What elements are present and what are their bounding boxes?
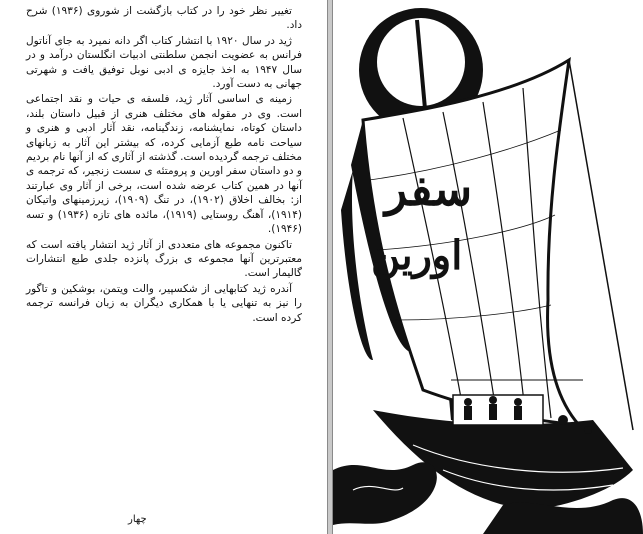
paragraph: زمینه ی اساسی آثار ژید، فلسفه ی حیات و نقد اجتماعی است. وی در مقوله های مختلف هنری از قبیل داستان بلند، داستان کوتاه، نمایشنامه، زندگینامه، نقد آثار ادبی و هنری و سیاحت نامه طبع آزمایی کرده، که بیشتر این آثار به زبانهای مختلف ترجمه گردیده است. گذشته از آثاری که از آنها نام بردیم و دو داستان سفر اورین و پرومتئه ی سست زنجیر، که ترجمه ی آنها در همین کتاب عرضه شده است، برخی از آثار وی عبارتند از: بخالف اخلاق (۱۹۰۲)، در تنگ (۱۹۰۹)، زیرزمینهای واتیکان (۱۹۱۴)، آهنگ روستایی (۱۹۱۹)، مائده های تازه (۱۹۳۶) و تسه (۱۹۴۶). <box>26 93 302 236</box>
sea-waves <box>333 462 437 525</box>
right-page-cover <box>333 0 643 534</box>
page-number: چهار <box>128 514 147 525</box>
paragraph: تاکنون مجموعه های متعددی از آثار ژید انتشار یافته است که معتبرترین آنها مجموعه ی بزرگ پانزده جلدی طبع انتشارات گالیمار است. <box>26 238 302 280</box>
cover-title: سفر <box>385 162 473 216</box>
cover-subtitle: اورین <box>371 232 463 279</box>
body-text <box>26 4 302 325</box>
paragraph: تغییر نظر خود را در کتاب بازگشت از شوروی (۱۹۳۶) شرح داد. <box>26 5 302 32</box>
paragraph: ژید در سال ۱۹۲۰ با انتشار کتاب اگر دانه نمیرد به جای آناتول فرانس به عضویت انجمن سلطنتی ادبیات انگلستان درآمد و در سال ۱۹۴۷ به اخذ جایزه ی ادبی نوبل توفیق یافت و شهرتی جهانی به دست آورد. <box>26 34 302 91</box>
paragraph: آندره ژید کتابهایی از شکسپیر، والت ویتمن، بوشکین و تاگور را نیز به تنهایی یا با همکاری دیگران به زبان فرانسه ترجمه کرده است. <box>26 282 302 324</box>
